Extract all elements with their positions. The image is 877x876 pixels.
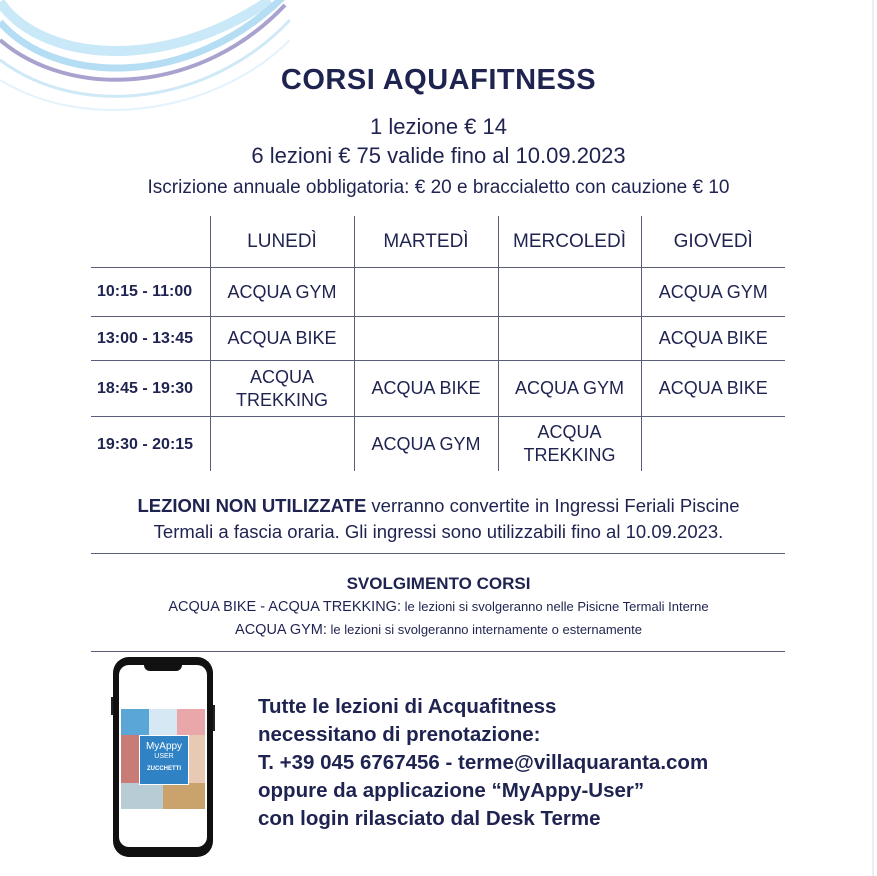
class-cell: ACQUA GYM: [354, 417, 498, 472]
notice-text-line2: Termali a fascia oraria. Gli ingressi sono utilizzabili fino al 10.09.2023.: [153, 521, 724, 542]
booking-info: [258, 693, 708, 833]
class-cell: ACQUA BIKE: [641, 317, 785, 361]
app-name: MyAppy: [145, 741, 183, 752]
unused-lessons-notice: [0, 493, 877, 545]
schedule-header-row: [91, 216, 785, 268]
svolgimento-label: ACQUA GYM:: [235, 622, 327, 638]
class-cell: [354, 317, 498, 361]
booking-line: oppure da applicazione “MyAppy-User”: [258, 779, 645, 802]
class-cell: [354, 268, 498, 317]
notice-text-line1: verranno convertite in Ingressi Feriali Piscine: [366, 495, 740, 516]
class-cell: ACQUA TREKKING: [498, 417, 641, 472]
class-cell: ACQUA GYM: [498, 361, 641, 417]
table-row: [91, 317, 785, 361]
class-cell: ACQUA GYM: [641, 268, 785, 317]
svolgimento-label: ACQUA BIKE - ACQUA TREKKING:: [168, 599, 401, 615]
booking-line: con login rilasciato dal Desk Terme: [258, 807, 601, 830]
class-cell: ACQUA BIKE: [354, 361, 498, 417]
divider: [91, 553, 785, 554]
collage-photo: [149, 709, 177, 735]
table-row: [91, 268, 785, 317]
collage-photo: [187, 735, 205, 783]
class-cell: [210, 417, 354, 472]
notice-bold-lead: LEZIONI NON UTILIZZATE: [137, 495, 367, 516]
booking-line: Tutte le lezioni di Acquafitness: [258, 695, 557, 718]
svolgimento-line-gym: [0, 622, 877, 638]
class-cell: ACQUA BIKE: [210, 317, 354, 361]
day-header: LUNEDÌ: [210, 216, 354, 268]
svolgimento-title: SVOLGIMENTO CORSI: [346, 574, 531, 593]
svolgimento-text: le lezioni si svolgeranno nelle Pisicne Termali Interne: [401, 599, 709, 614]
class-cell: ACQUA TREKKING: [210, 361, 354, 417]
myappy-logo: [139, 735, 189, 785]
phone-notch: [144, 664, 182, 671]
collage-photo: [121, 709, 149, 735]
phone-illustration: [113, 657, 213, 857]
collage-photo: [163, 783, 205, 809]
svolgimento-line-bike-trekking: [0, 599, 877, 615]
day-header: MARTEDÌ: [354, 216, 498, 268]
time-slot: 18:45 - 19:30: [91, 361, 210, 417]
app-collage: [121, 709, 205, 809]
app-subname: USER: [154, 753, 174, 760]
price-package: 6 lezioni € 75 valide fino al 10.09.2023: [251, 143, 626, 168]
collage-photo: [121, 735, 139, 783]
class-cell: [641, 417, 785, 472]
day-header: GIOVEDÌ: [641, 216, 785, 268]
class-cell: [498, 268, 641, 317]
phone-side-button: [213, 705, 215, 731]
class-cell: ACQUA GYM: [210, 268, 354, 317]
day-header: MERCOLEDÌ: [498, 216, 641, 268]
class-cell: [498, 317, 641, 361]
price-single-lesson: 1 lezione € 14: [370, 114, 507, 139]
svolgimento-text: le lezioni si svolgeranno internamente o esternamente: [326, 622, 642, 637]
collage-photo: [177, 709, 205, 735]
time-slot: 13:00 - 13:45: [91, 317, 210, 361]
table-row: [91, 361, 785, 417]
app-brand: ZUCCHETTI: [147, 766, 181, 772]
collage-photo: [121, 783, 163, 809]
phone-side-button: [111, 697, 113, 715]
divider: [91, 651, 785, 652]
time-slot: 19:30 - 20:15: [97, 435, 194, 453]
booking-contact-line: T. +39 045 6767456 - terme@villaquaranta.com: [258, 751, 709, 774]
page-title: CORSI AQUAFITNESS: [280, 64, 597, 96]
time-slot: 10:15 - 11:00: [91, 268, 210, 317]
booking-line: necessitano di prenotazione:: [258, 723, 541, 746]
header-empty-cell: [91, 216, 210, 268]
table-row: [91, 417, 785, 472]
class-cell: ACQUA BIKE: [641, 361, 785, 417]
subscription-info: Iscrizione annuale obbligatoria: € 20 e braccialetto con cauzione € 10: [147, 177, 730, 198]
schedule-table: [91, 216, 785, 471]
